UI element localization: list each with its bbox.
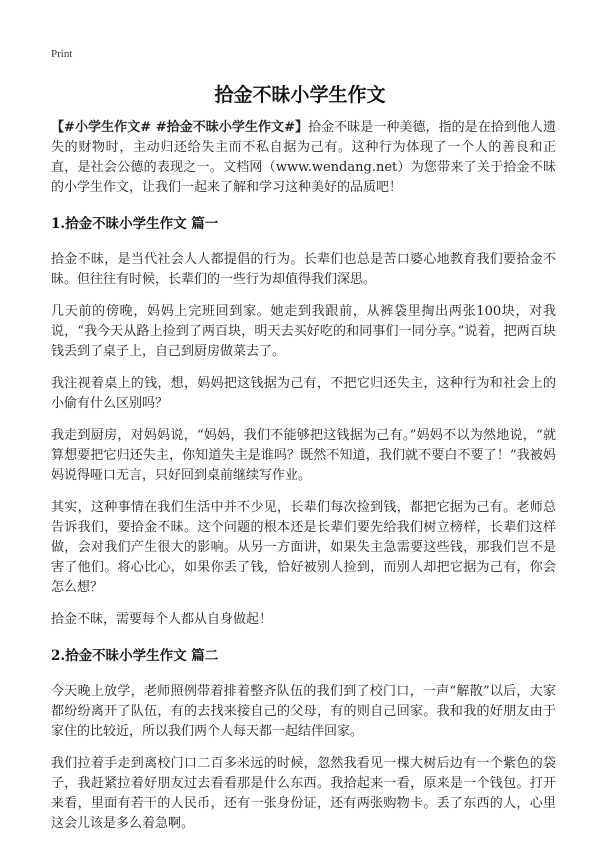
section-1-paragraph: 其实，这种事情在我们生活中并不少见，长辈们每次捡到钱，都把它据为己有。老师总告诉我们，要拾金不昧。这个问题的根本还是长辈们要先给我们树立榜样，长辈们这样做，会对我们产生很大的影响。从另一方面讲，如果失主急需要这些钱，那我们岂不是害了他们。将心比心，如果你丢了钱，恰好被别人捡到，而别人却把它据为己有，你会怎么想？ (51, 500, 556, 595)
article-body (51, 118, 556, 846)
section-2-paragraph: 我们拉着手走到离校门口二百多米远的时候，忽然我看见一棵大树后边有一个紫色的袋子，我赶紧拉着好朋友过去看看那是什么东西。我拾起来一看，原来是一个钱包。打开来看，里面有若干的人民币，还有一张身份证，还有两张购物卡。丢了东西的人，心里这会儿该是多么着急啊。 (51, 756, 556, 831)
section-2-paragraph: 今天晚上放学，老师照例带着排着整齐队伍的我们到了校门口，一声“解散”以后，大家都纷纷离开了队伍，有的去找来接自己的父母，有的则自己回家。我和我的好朋友由于家住的比较近，所以我们两个人每天都一起结伴回家。 (51, 684, 556, 739)
section-1-paragraph: 我注视着桌上的钱，想，妈妈把这钱据为己有，不把它归还失主，这种行为和社会上的小偷有什么区别吗？ (51, 376, 556, 411)
section-1-paragraph: 几天前的傍晚，妈妈上完班回到家。她走到我跟前，从裤袋里掏出两张100块，对我说，“我今天从路上捡到了两百块，明天去买好吃的和同事们一同分享。”说着，把两百块钱丢到了桌子上，自己到厨房做菜去了。 (51, 304, 556, 359)
page-title: 拾金不昧小学生作文 (214, 84, 386, 106)
intro-text: 拾金不昧是一种美德，指的是在拾到他人遗失的财物时，主动归还给失主而不私自据为己有。这种行为体现了一个人的善良和正直，是社会公德的表现之一。文档网（www.wendang.net）为您带来了关于拾金不昧的小学生作文，让我们一起来了解和学习这种美好的品质吧！ (51, 120, 556, 195)
intro-paragraph (51, 118, 556, 198)
intro-tags: 【#小学生作文# #拾金不昧小学生作文#】 (51, 120, 309, 135)
section-1-heading: 1.拾金不昧小学生作文 篇一 (51, 216, 219, 232)
section-1-paragraph: 拾金不昧，是当代社会人人都提倡的行为。长辈们也总是苦口婆心地教育我们要拾金不昧。但往往有时候，长辈们的一些行为却值得我们深思。 (51, 252, 556, 287)
section-1-paragraph: 拾金不昧，需要每个人都从自身做起！ (51, 612, 273, 627)
section-2-heading: 2.拾金不昧小学生作文 篇二 (51, 648, 219, 664)
section-1-paragraph: 我走到厨房，对妈妈说，“妈妈，我们不能够把这钱据为己有。”妈妈不以为然地说，“就算想要把它归还失主，你知道失主是谁吗？既然不知道，我们就不要白不要了！”我被妈妈说得哑口无言，只好回到桌前继续写作业。 (51, 428, 556, 483)
print-label[interactable]: Print (51, 48, 73, 60)
